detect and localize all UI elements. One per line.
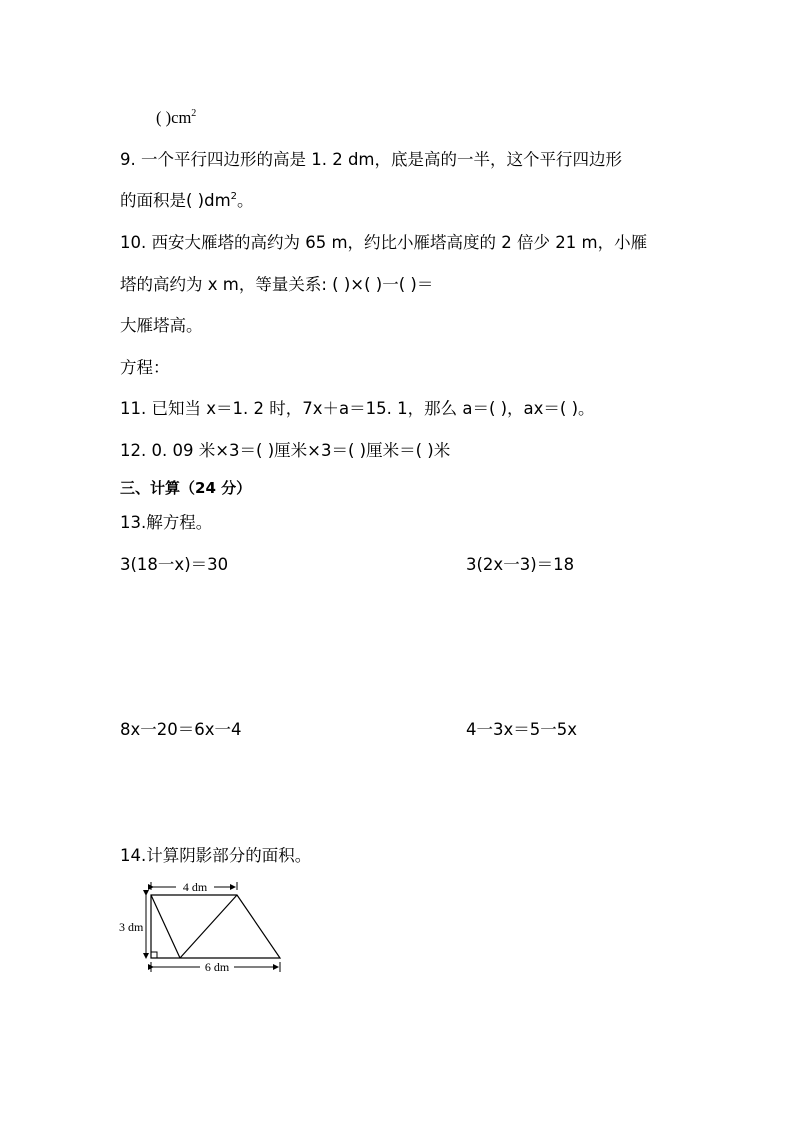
top-dimension-label: 4 dm [182, 880, 208, 894]
right-angle-mark [151, 952, 157, 958]
bottom-dimension-label: 6 dm [204, 960, 230, 974]
equation-4: 4一3x＝5一5x [466, 720, 578, 739]
inner-line-right [180, 895, 237, 958]
question-11: 11. 已知当 x＝1. 2 时，7x＋a＝15. 1，那么 a＝( )，ax＝( )。 [120, 399, 595, 418]
question-9-line-2: 的面积是( )$dm^2$。 [120, 191, 254, 210]
question-13-title: 13.解方程。 [120, 513, 213, 532]
inner-line-left [151, 895, 180, 958]
question-12: 12. 0. 09 米×3＝( )厘米×3＝( )厘米＝( )米 [120, 441, 451, 460]
question-9-line-1: 9. 一个平行四边形的高是 1. 2 dm，底是高的一半，这个平行四边形 [120, 150, 623, 169]
trapezoid-outline [151, 895, 280, 958]
shaded-area-figure [118, 876, 288, 976]
equation-1: 3(18一x)＝30 [120, 555, 229, 574]
equation-3: 8x一20＝6x一4 [120, 720, 242, 739]
left-dimension-label: 3 dm [119, 920, 144, 934]
question-10-equation-label: 方程： [120, 358, 170, 377]
equation-2: 3(2x一3)＝18 [466, 555, 575, 574]
question-14-title: 14.计算阴影部分的面积。 [120, 846, 312, 865]
question-10-line-3: 大雁塔高。 [120, 316, 203, 335]
continued-answer-blank: ( )$cm^2$ [156, 108, 197, 127]
question-10-line-1: 10. 西安大雁塔的高约为 65 m，约比小雁塔高度的 2 倍少 21 m，小雁 [120, 233, 648, 252]
section-3-heading: 三、计算（24 分） [120, 479, 252, 497]
question-10-line-2: 塔的高约为 x m，等量关系: ( )×( )一( )＝ [120, 275, 434, 294]
